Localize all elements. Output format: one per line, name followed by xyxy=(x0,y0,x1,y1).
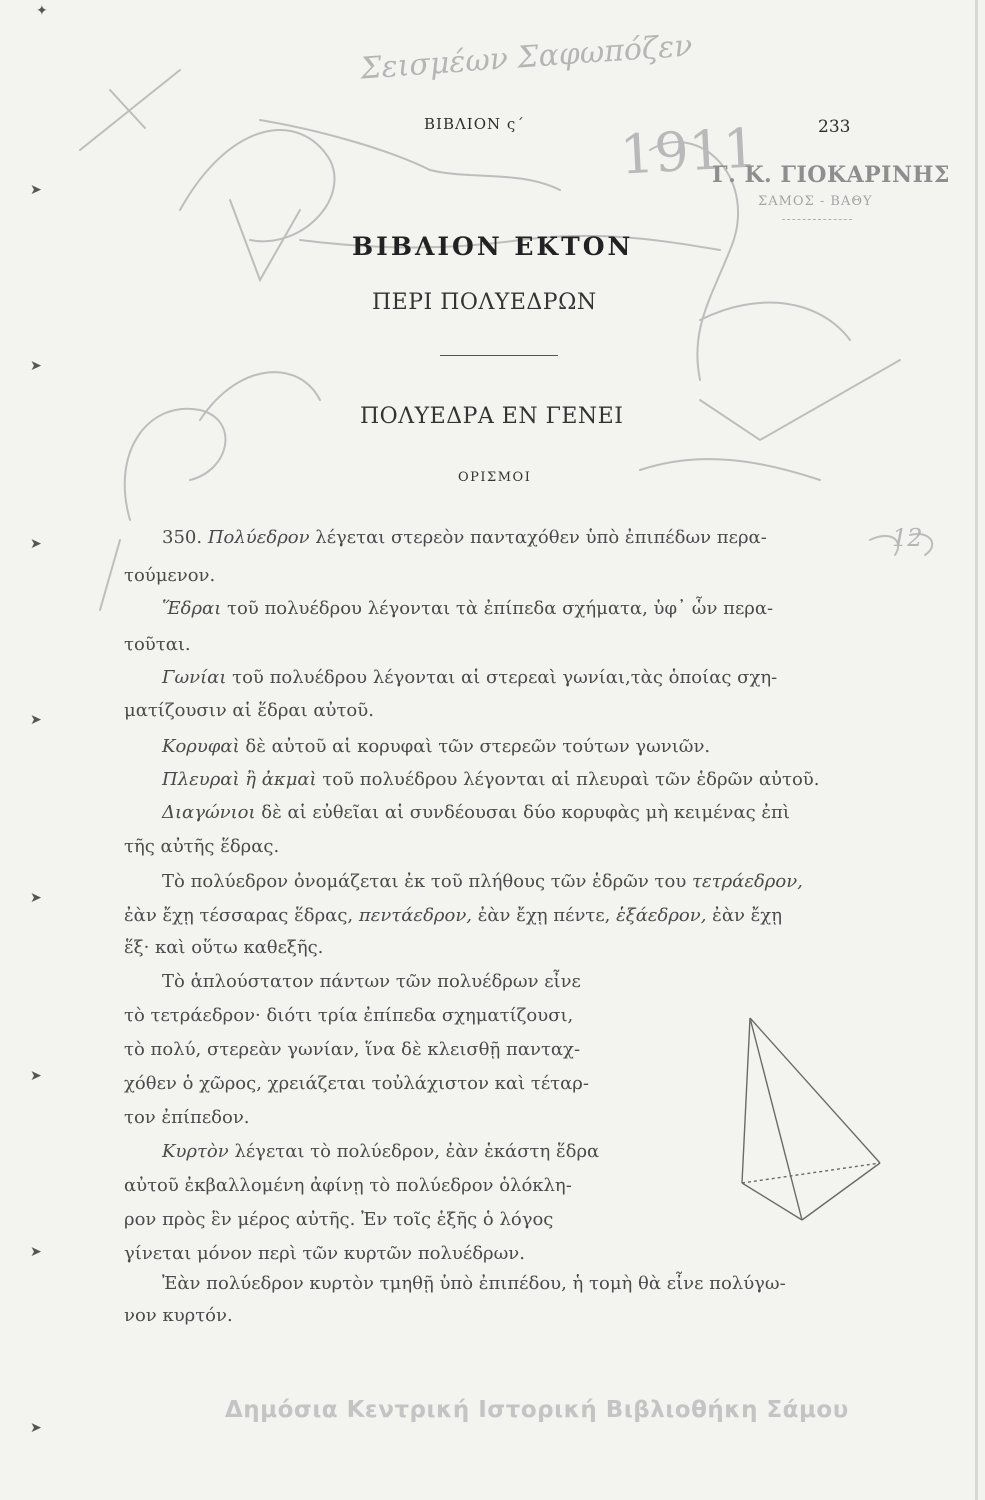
paragraph-text: τοῦ πολυέδρου λέγονται τὰ ἐπίπεδα σχήματα, ὑφ᾽ ὧν περα- xyxy=(227,598,774,619)
paragraph-text: Τὸ πολύεδρον ὀνομάζεται ἐκ τοῦ πλήθους τῶν ἑδρῶν του xyxy=(162,871,687,892)
title-rule xyxy=(440,355,558,356)
paragraph-text: ἐὰν ἔχῃ πέντε, xyxy=(477,905,611,926)
edge-front-right xyxy=(802,1163,880,1220)
angles-line-2: ματίζουσιν αἱ ἕδραι αὐτοῦ. xyxy=(124,700,374,721)
term-hexahedron: ἑξάεδρον, xyxy=(616,905,707,926)
vertices-line xyxy=(162,738,710,756)
binding-mark-1: ✦ xyxy=(36,3,48,19)
term-pentahedron: πεντάεδρον, xyxy=(358,905,472,926)
paragraph-350-line-2: τούμενον. xyxy=(124,565,216,586)
margin-pencil-mark: 12 xyxy=(892,524,923,552)
stamp-place: ΣΑΜΟΣ - ΒΑΘΥ xyxy=(758,194,873,209)
binding-mark-6: ➤ xyxy=(30,890,42,906)
term-diagonals: Διαγώνιοι xyxy=(162,802,256,823)
term-faces: Ἕδραι xyxy=(162,598,222,619)
angles-line-1 xyxy=(162,669,777,687)
paragraph-350-line-1 xyxy=(162,529,767,547)
library-watermark: Δημόσια Κεντρική Ιστορική Βιβλιοθήκη Σάμου xyxy=(225,1397,849,1423)
edge-hidden xyxy=(742,1163,880,1183)
binding-mark-2: ➤ xyxy=(30,182,42,198)
paragraph-text: τοῦ πολυέδρου λέγονται αἱ στερεαὶ γωνίαι,τὰς ὁποίας σχη- xyxy=(232,667,778,688)
edge-apex-left xyxy=(742,1018,750,1183)
faces-line-2: τοῦται. xyxy=(124,634,191,655)
convex-line-2: αὐτοῦ ἐκβαλλομένη ἀφίνῃ τὸ πολύεδρον ὁλόκλη- xyxy=(124,1175,572,1196)
simplest-line-2: τὸ τετράεδρον· διότι τρία ἐπίπεδα σχηματίζουσι, xyxy=(124,1005,574,1026)
section-title: ΠΟΛΥΕΔΡΑ ΕΝ ΓΕΝΕΙ xyxy=(360,404,624,429)
term-polyedron: Πολύεδρον xyxy=(207,527,310,548)
naming-line-2 xyxy=(124,907,782,925)
binding-mark-3: ➤ xyxy=(30,358,42,374)
paragraph-text: δὲ αὐτοῦ αἱ κορυφαὶ τῶν στερεῶν τούτων γωνιῶν. xyxy=(245,736,711,757)
diagonals-line-2: τῆς αὐτῆς ἕδρας. xyxy=(124,836,280,857)
term-edges: Πλευραὶ ἢ ἀκμαὶ xyxy=(162,769,317,790)
binding-mark-9: ➤ xyxy=(30,1420,42,1436)
simplest-line-5: τον ἐπίπεδον. xyxy=(124,1107,250,1128)
simplest-line-3: τὸ πολύ, στερεὰν γωνίαν, ἵνα δὲ κλεισθῇ πανταχ- xyxy=(124,1039,581,1060)
convex-line-1 xyxy=(162,1143,599,1161)
edge-left-front xyxy=(742,1183,802,1220)
page-edge-line xyxy=(975,0,978,1500)
paragraph-number: 350. xyxy=(162,527,203,548)
diagonals-line-1 xyxy=(162,804,790,822)
convex-line-3: ρον πρὸς ἓν μέρος αὐτῆς. Ἐν τοῖς ἑξῆς ὁ λόγος xyxy=(124,1209,554,1230)
paragraph-text: λέγεται στερεὸν πανταχόθεν ὑπὸ ἐπιπέδων περα- xyxy=(315,527,767,548)
section-line-1: Ἐὰν πολύεδρον κυρτὸν τμηθῇ ὑπὸ ἐπιπέδου, ἡ τομὴ θὰ εἶνε πολύγω- xyxy=(162,1273,786,1294)
term-vertices: Κορυφαὶ xyxy=(162,736,240,757)
term-convex: Κυρτὸν xyxy=(162,1141,229,1162)
running-head: ΒΙΒΛΙΟΝ ς΄ xyxy=(424,115,525,133)
section-subtitle: ΟΡΙΣΜΟΙ xyxy=(458,470,532,485)
edge-apex-right xyxy=(750,1018,880,1163)
binding-mark-7: ➤ xyxy=(30,1068,42,1084)
page-number: 233 xyxy=(818,117,851,137)
binding-mark-4: ➤ xyxy=(30,536,42,552)
section-line-2: νον κυρτόν. xyxy=(124,1305,233,1326)
book-subtitle: ΠΕΡΙ ΠΟΛΥΕΔΡΩΝ xyxy=(372,290,597,315)
paragraph-text: δὲ αἱ εὐθεῖαι αἱ συνδέουσαι δύο κορυφὰς μὴ κειμένας ἐπὶ xyxy=(261,802,790,823)
term-tetrahedron: τετράεδρον, xyxy=(692,871,803,892)
faces-line-1 xyxy=(162,600,773,618)
simplest-line-4: χόθεν ὁ χῶρος, χρειάζεται τοὐλάχιστον καὶ τέταρ- xyxy=(124,1073,589,1094)
binding-mark-8: ➤ xyxy=(30,1244,42,1260)
edges-line xyxy=(162,771,819,789)
paragraph-text: λέγεται τὸ πολύεδρον, ἐὰν ἑκάστη ἕδρα xyxy=(234,1141,600,1162)
edge-apex-front xyxy=(750,1018,802,1220)
paragraph-text: ἐὰν ἔχῃ xyxy=(712,905,783,926)
binding-mark-5: ➤ xyxy=(30,712,42,728)
term-angles: Γωνίαι xyxy=(162,667,227,688)
simplest-line-1: Τὸ ἁπλούστατον πάντων τῶν πολυέδρων εἶνε xyxy=(162,971,581,992)
paragraph-text: τοῦ πολυέδρου λέγονται αἱ πλευραὶ τῶν ἑδρῶν αὐτοῦ. xyxy=(322,769,820,790)
stamp-owner: Γ. Κ. ΓΙΟΚΑΡΙΝΗΣ xyxy=(712,162,950,188)
convex-line-4: γίνεται μόνον περὶ τῶν κυρτῶν πολυέδρων. xyxy=(124,1243,525,1264)
pencil-inscription-top: Σεισμέων Σαφωπόζεν xyxy=(359,28,694,87)
pencil-scribbles xyxy=(0,0,985,700)
naming-line-3: ἕξ· καὶ οὕτω καθεξῆς. xyxy=(124,937,324,958)
book-title: ΒΙΒΛΙΟΝ ΕΚΤΟΝ xyxy=(352,232,634,261)
paragraph-text: ἐὰν ἔχῃ τέσσαρας ἕδρας, xyxy=(124,905,354,926)
naming-line-1 xyxy=(162,873,803,891)
stamp-ornament xyxy=(782,219,852,220)
tetrahedron-figure xyxy=(712,1010,902,1250)
stamp-year: 1911 xyxy=(618,116,759,187)
